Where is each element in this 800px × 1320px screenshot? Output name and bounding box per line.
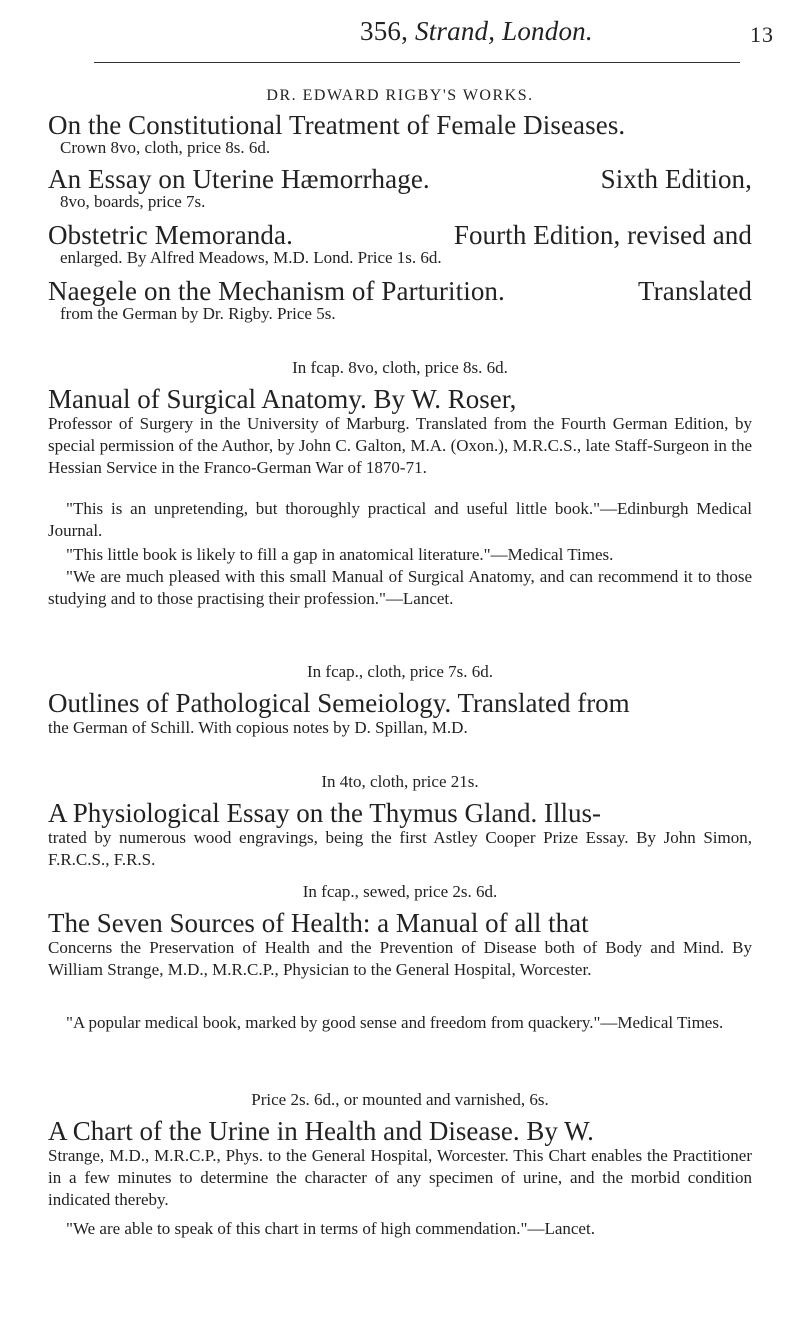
review-1: "This is an unpretending, but thoroughly practical and useful little book."—Edinburgh Medical Journal.: [48, 499, 752, 540]
book-lead: The Seven Sources of Health: a Manual of all that: [48, 908, 589, 938]
title-strand: Strand,: [415, 16, 496, 46]
review-4: "A popular medical book, marked by good sense and freedom from quackery."—Medical Times.: [66, 1013, 724, 1032]
work-title: An Essay on Uterine Hæmorrhage.: [48, 164, 430, 194]
review-5: "We are able to speak of this chart in terms of high commendation."—Lancet.: [66, 1219, 595, 1238]
book-entry: [48, 1118, 752, 1211]
book-body: trated by numerous wood engravings, being the first Astley Cooper Prize Essay. By John Simon, F.R.C.S., F.R.S.: [48, 828, 752, 869]
book-lead: A Chart of the Urine in Health and Disease. By W.: [48, 1116, 594, 1146]
work-title-tail: Sixth Edition,: [600, 164, 752, 194]
work-details: Crown 8vo, cloth, price 8s. 6d.: [60, 138, 271, 157]
book-lead: Manual of Surgical Anatomy. By W. Roser,: [48, 384, 517, 414]
work-details: from the German by Dr. Rigby. Price 5s.: [60, 304, 336, 323]
work-title-line: [48, 278, 752, 305]
work-title-line: [48, 166, 752, 193]
book-entry: [48, 690, 752, 739]
work-title-tail: Fourth Edition, revised and: [453, 220, 752, 250]
book-body: the German of Schill. With copious notes by D. Spillan, M.D.: [48, 718, 468, 737]
rigby-work-1: [48, 112, 752, 159]
work-details: 8vo, boards, price 7s.: [60, 192, 206, 211]
rigby-work-2: [48, 166, 752, 213]
rigby-work-4: [48, 278, 752, 325]
book-lead: Outlines of Pathological Semeiology. Translated from: [48, 688, 630, 718]
work-details: enlarged. By Alfred Meadows, M.D. Lond. Price 1s. 6d.: [60, 248, 442, 267]
book-body: Professor of Surgery in the University of Marburg. Translated from the Fourth German Edition, by special permission of the Author, by John C. Galton, M.A. (Oxon.), M.R.C.S., late Staff-Surgeon in the Hessian Service in the Franco-German War of 1870-71.: [48, 414, 752, 477]
running-title: [360, 16, 593, 47]
publisher-heading: DR. EDWARD RIGBY'S WORKS.: [266, 87, 534, 104]
book-format: In fcap. 8vo, cloth, price 8s. 6d.: [292, 358, 508, 377]
page-number: 356,: [360, 16, 409, 46]
book-entry: [48, 800, 752, 871]
book-format: In fcap., cloth, price 7s. 6d.: [307, 662, 493, 681]
work-title-line: [48, 222, 752, 249]
rigby-work-3: [48, 222, 752, 269]
page-header: [0, 16, 800, 60]
book-format: In fcap., sewed, price 2s. 6d.: [302, 882, 498, 901]
review-2: "This little book is likely to fill a gap in anatomical literature."—Medical Times.: [66, 545, 614, 564]
signature-mark: 13: [750, 22, 774, 47]
work-title: Naegele on the Mechanism of Parturition.: [48, 276, 505, 306]
header-rule: [94, 62, 740, 63]
title-london: London.: [502, 16, 593, 46]
work-title: On the Constitutional Treatment of Female Diseases.: [48, 110, 626, 140]
work-title: Obstetric Memoranda.: [48, 220, 293, 250]
book-format: Price 2s. 6d., or mounted and varnished, 6s.: [251, 1090, 549, 1109]
book-format: In 4to, cloth, price 21s.: [321, 772, 479, 791]
book-entry: [48, 386, 752, 479]
book-body: Strange, M.D., M.R.C.P., Phys. to the General Hospital, Worcester. This Chart enables the Practitioner in a few minutes to determine the character of any specimen of urine, and the morbid condition indicated thereby.: [48, 1146, 752, 1209]
book-lead: A Physiological Essay on the Thymus Gland. Illus-: [48, 798, 601, 828]
book-entry: [48, 910, 752, 981]
review-3: "We are much pleased with this small Manual of Surgical Anatomy, and can recommend it to those studying and to those practising their profession."—Lancet.: [48, 567, 752, 608]
book-body: Concerns the Preservation of Health and the Prevention of Disease both of Body and Mind. By William Strange, M.D., M.R.C.P., Physician to the General Hospital, Worcester.: [48, 938, 752, 979]
work-title-tail: Translated: [638, 276, 752, 306]
